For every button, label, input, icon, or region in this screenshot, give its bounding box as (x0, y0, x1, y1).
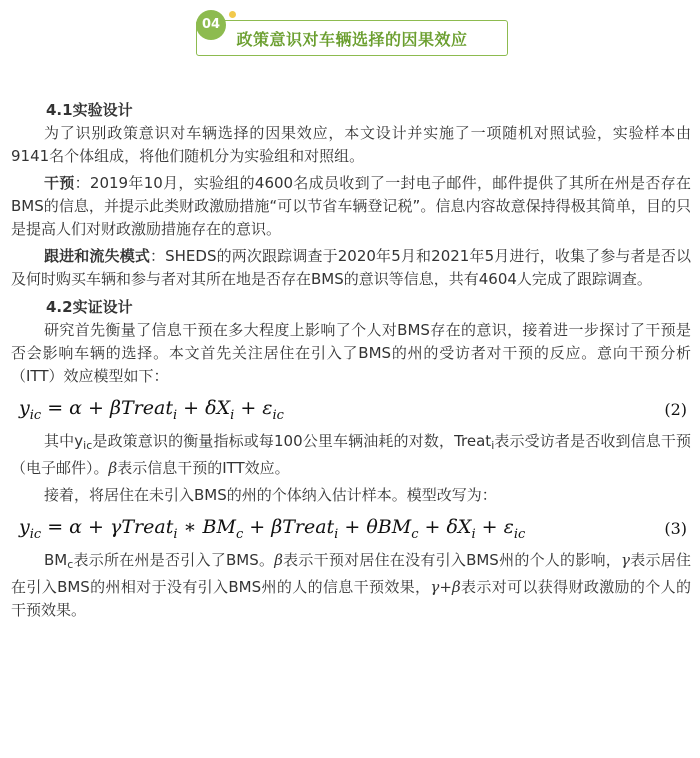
paragraph-intervention (11, 172, 691, 241)
subscript: i (491, 439, 495, 452)
equation-2 (11, 392, 691, 426)
text-run: 是政策意识的衡量指标或每100公里车辆油耗的对数，Treat (92, 432, 492, 450)
text-run: 表示所在州是否引入了BMS。 (73, 551, 275, 569)
text-run: 其中y (44, 432, 84, 450)
text-run: 表示居住在引入BMS的州相对于没有引入BMS州的人的信息干预效果， (11, 551, 691, 596)
greek-symbol: β (108, 459, 118, 477)
section-number-badge: 04 (196, 10, 226, 40)
section-title: 政策意识对车辆选择的因果效应 (236, 30, 468, 49)
paragraph-model-rewrite: 接着，将居住在未引入BMS的州的个体纳入估计样本。模型改写为： (44, 486, 497, 504)
subscript: c (67, 558, 74, 571)
greek-symbol: γ (621, 551, 630, 569)
subsection-heading-4-1: 4.1实验设计 (46, 101, 133, 119)
greek-symbol: β (274, 551, 283, 569)
equation-3 (11, 511, 691, 545)
intervention-text: ：2019年10月，实验组的4600名成员收到了一封电子邮件，邮件提供了其所在州是否存在BMS的信息，并提示此类财政激励措施“可以节省车辆登记税”。信息内容故意保持得极其简单，目的只是提高人们对财政激励措施存在的意识。 (11, 174, 691, 238)
intervention-label: 干预 (44, 174, 75, 192)
paragraph-experiment-intro: 为了识别政策意识对车辆选择的因果效应，本文设计并实施了一项随机对照试验，实验样本由9141名个体组成，将他们随机分为实验组和对照组。 (11, 124, 691, 165)
article-body (11, 98, 691, 626)
follow-up-label: 跟进和流失模式 (44, 247, 150, 265)
paragraph-equation-2-explain (11, 430, 691, 480)
paragraph-empirical-intro: 研究首先衡量了信息干预在多大程度上影响了个人对BMS存在的意识，接着进一步探讨了干预是否会影响车辆的选择。本文首先关注居住在引入了BMS的州的受访者对干预的反应。意向干预分析（ITT）效应模型如下： (11, 321, 691, 385)
equation-3-formula: $y_{ic} = \alpha$ + γTreat$_i$ ∗ $BM_c$ + βTreat$_i$ + $\theta BM_c + \delta X_i + \varepsilon_{ic}$ (19, 516, 526, 542)
equation-3-number: (3) (664, 519, 687, 538)
paragraph-follow-up (11, 245, 691, 291)
follow-up-text: ：SHEDS的两次跟踪调查于2020年5月和2021年5月进行，收集了参与者是否以及何时购买车辆和参与者对其所在地是否存在BMS的意识等信息，共有4604人完成了跟踪调查。 (11, 247, 691, 288)
paragraph-equation-3-explain (11, 549, 691, 622)
greek-symbol: γ+β (430, 578, 461, 596)
equation-2-number: (2) (664, 400, 687, 419)
text-run: 表示对可以获得财政激励的个人的干预效果。 (11, 578, 691, 619)
equation-2-formula: $y_{ic} = \alpha$ + βTreat$_i$ + $\delta X_i + \varepsilon_{ic}$ (19, 397, 284, 423)
text-run: 表示受访者是否收到信息干预（电子邮件）。 (11, 432, 691, 477)
text-run: BM (44, 551, 68, 569)
decorative-dot-icon (229, 11, 236, 18)
subscript: ic (83, 439, 93, 452)
section-header (196, 10, 508, 56)
subsection-heading-4-2: 4.2实证设计 (46, 298, 133, 316)
text-run: 表示干预对居住在没有引入BMS州的个人的影响， (282, 551, 622, 569)
text-run: 表示信息干预的ITT效应。 (117, 459, 290, 477)
